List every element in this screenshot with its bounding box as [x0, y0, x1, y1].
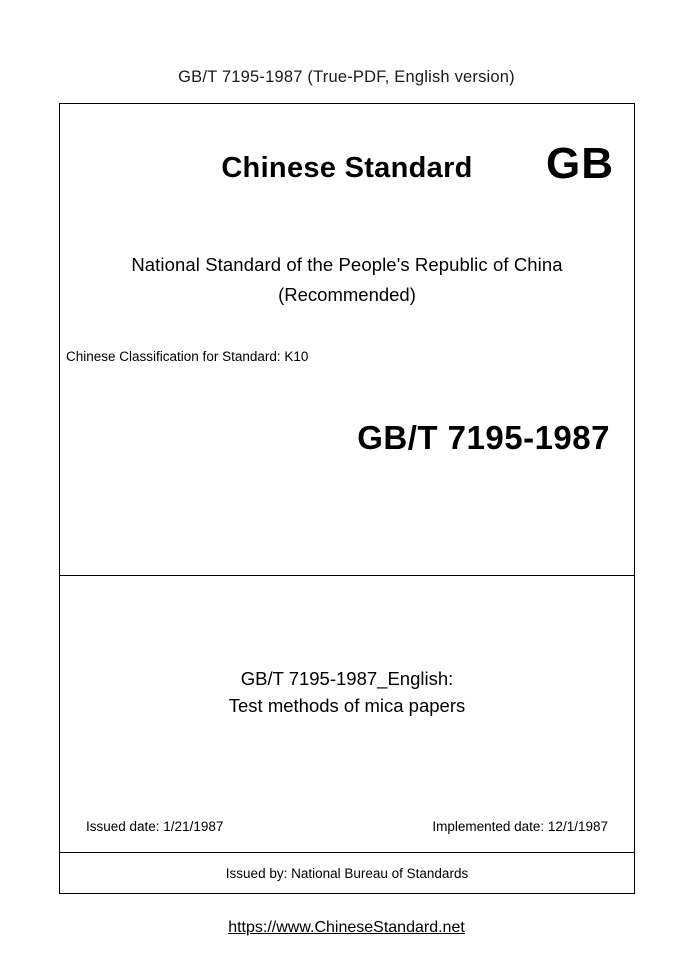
issued-date: Issued date: 1/21/1987	[86, 819, 224, 834]
page-header-title: GB/T 7195-1987 (True-PDF, English version)	[178, 68, 515, 86]
nation-standard-line: National Standard of the People's Republic of China	[131, 254, 563, 275]
website-link[interactable]: https://www.ChineseStandard.net	[228, 919, 465, 936]
english-title-line-2: Test methods of mica papers	[228, 695, 466, 716]
recommended-line: (Recommended)	[278, 284, 416, 305]
cover-middle-section	[60, 576, 634, 853]
gb-logo-mark: GB	[546, 139, 614, 188]
cover-frame	[59, 103, 635, 894]
issued-by-text: Issued by: National Bureau of Standards	[225, 865, 469, 881]
english-title	[60, 665, 634, 719]
issued-by-bar	[60, 853, 634, 893]
dates-row	[60, 819, 634, 834]
standard-title: Chinese Standard	[221, 152, 473, 184]
implemented-date: Implemented date: 12/1/1987	[432, 819, 608, 834]
classification-code: Chinese Classification for Standard: K10	[66, 349, 309, 364]
standard-number: GB/T 7195-1987	[357, 419, 610, 456]
cover-top-section	[60, 104, 634, 576]
english-title-line-1: GB/T 7195-1987_English:	[240, 668, 454, 689]
